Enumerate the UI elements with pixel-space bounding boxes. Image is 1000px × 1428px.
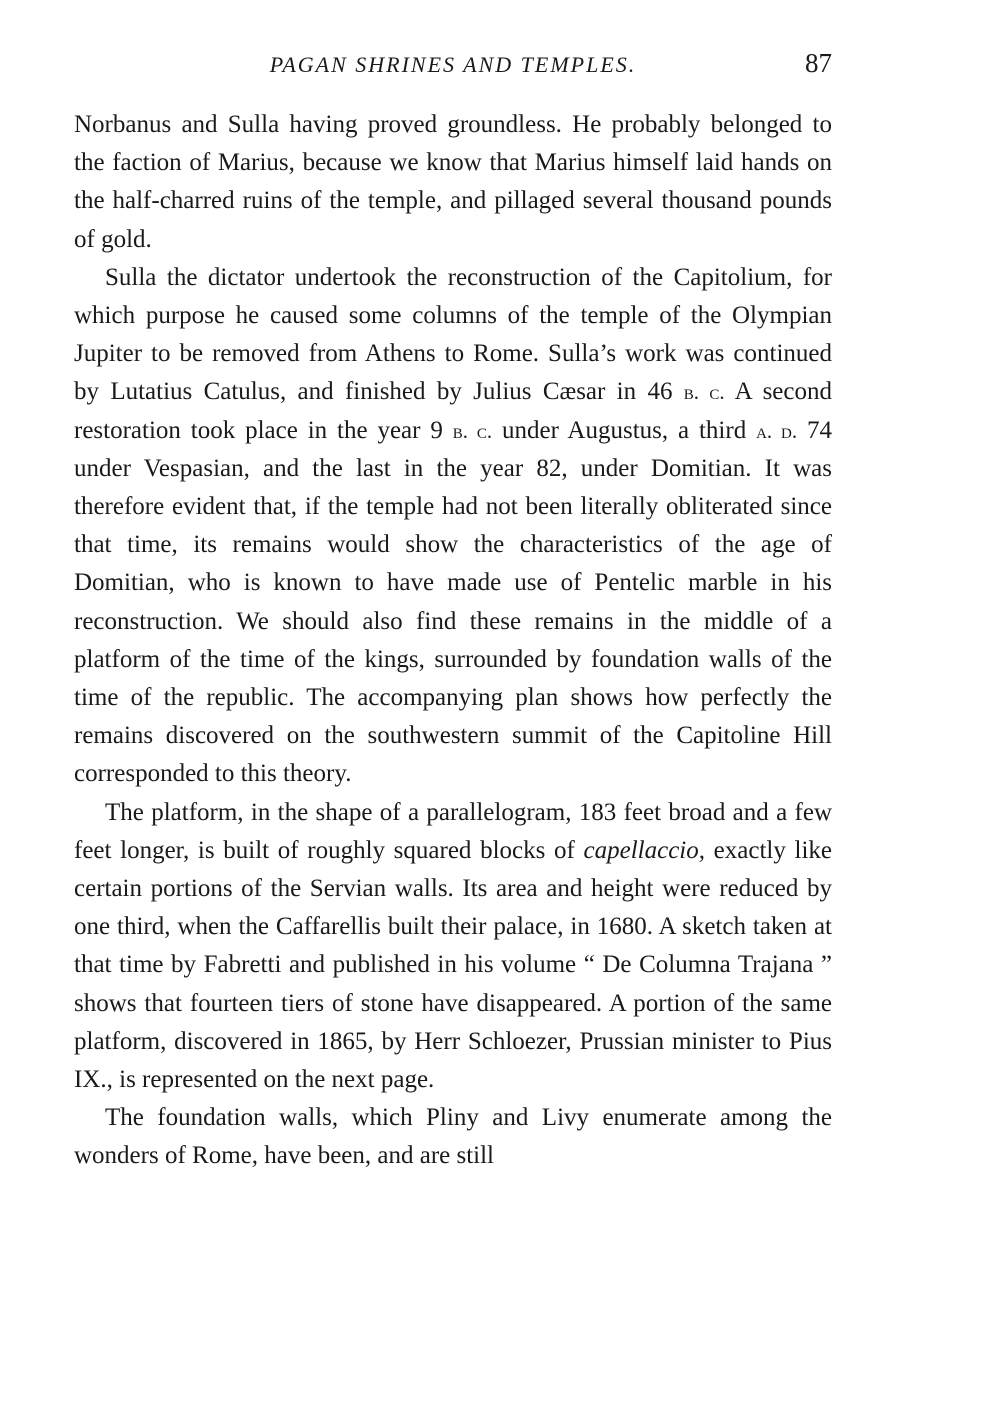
paragraph-2-part-4: 74 under Vespasian, and the last in the year 82, under Domitian. It was therefore evident that, if the temple had not been literally obliterated since that time, its remains would show the characteristics of the age of Domitian, who is known to have made use of Pentelic marble in his reconstruction. We should also find these remains in the middle of a platform of the time of the kings, surrounded by foundation walls of the time of the republic. The accompanying plan shows how perfectly the remains discovered on the southwestern summit of the Capitoline Hill corresponded to this theory.	[74, 416, 832, 788]
paragraph-2	[74, 259, 832, 794]
paragraph-4: The foundation walls, which Pliny and Livy enumerate among the wonders of Rome, have been, and are still	[74, 1104, 832, 1170]
paragraph-2-part-1: Sulla the dictator undertook the reconstruction of the Capitolium, for which purpose he caused some columns of the temple of the Olympian Jupiter to be removed from Athens to Rome. Sulla’s work was continued by Lutatius Catulus, and finished by Julius Cæsar in 46	[74, 263, 832, 406]
paragraph-3	[74, 794, 832, 1100]
paragraph-2-part-3: under Augustus, a third	[492, 416, 757, 444]
era-abbrev-ad: a. d.	[756, 418, 798, 443]
running-header	[74, 48, 832, 108]
body-text	[74, 106, 832, 1176]
paragraph-3-part-2: exactly like certain portions of the Servian walls. Its area and height were reduced by one third, when the Caffarellis built their palace, in 1680. A sketch taken at that time by Fabretti and published in his volume “ De Columna Trajana ” shows that fourteen tiers of stone have disappeared. A portion of the same platform, discovered in 1865, by Herr Schloezer, Prussian minister to Pius IX., is represented on the next page.	[74, 836, 832, 1094]
era-abbrev-bc: b. c.	[683, 380, 725, 405]
paragraph-1: Norbanus and Sulla having proved groundless. He probably belonged to the faction of Marius, because we know that Marius himself laid hands on the half-charred ruins of the temple, and pillaged several thousand pounds of gold.	[74, 111, 832, 253]
era-abbrev-bc: b. c.	[452, 418, 493, 443]
page-number: 87	[805, 48, 832, 78]
italic-term: capellaccio,	[583, 836, 705, 864]
paragraph-2-part-2: A second restoration took place in the year 9	[74, 378, 832, 444]
running-title: PAGAN SHRINES AND TEMPLES.	[269, 52, 637, 77]
book-page	[74, 0, 832, 1176]
paragraph-3-part-1: The platform, in the shape of a parallelogram, 183 feet broad and a few feet longer, is built of roughly squared blocks of	[74, 798, 832, 864]
